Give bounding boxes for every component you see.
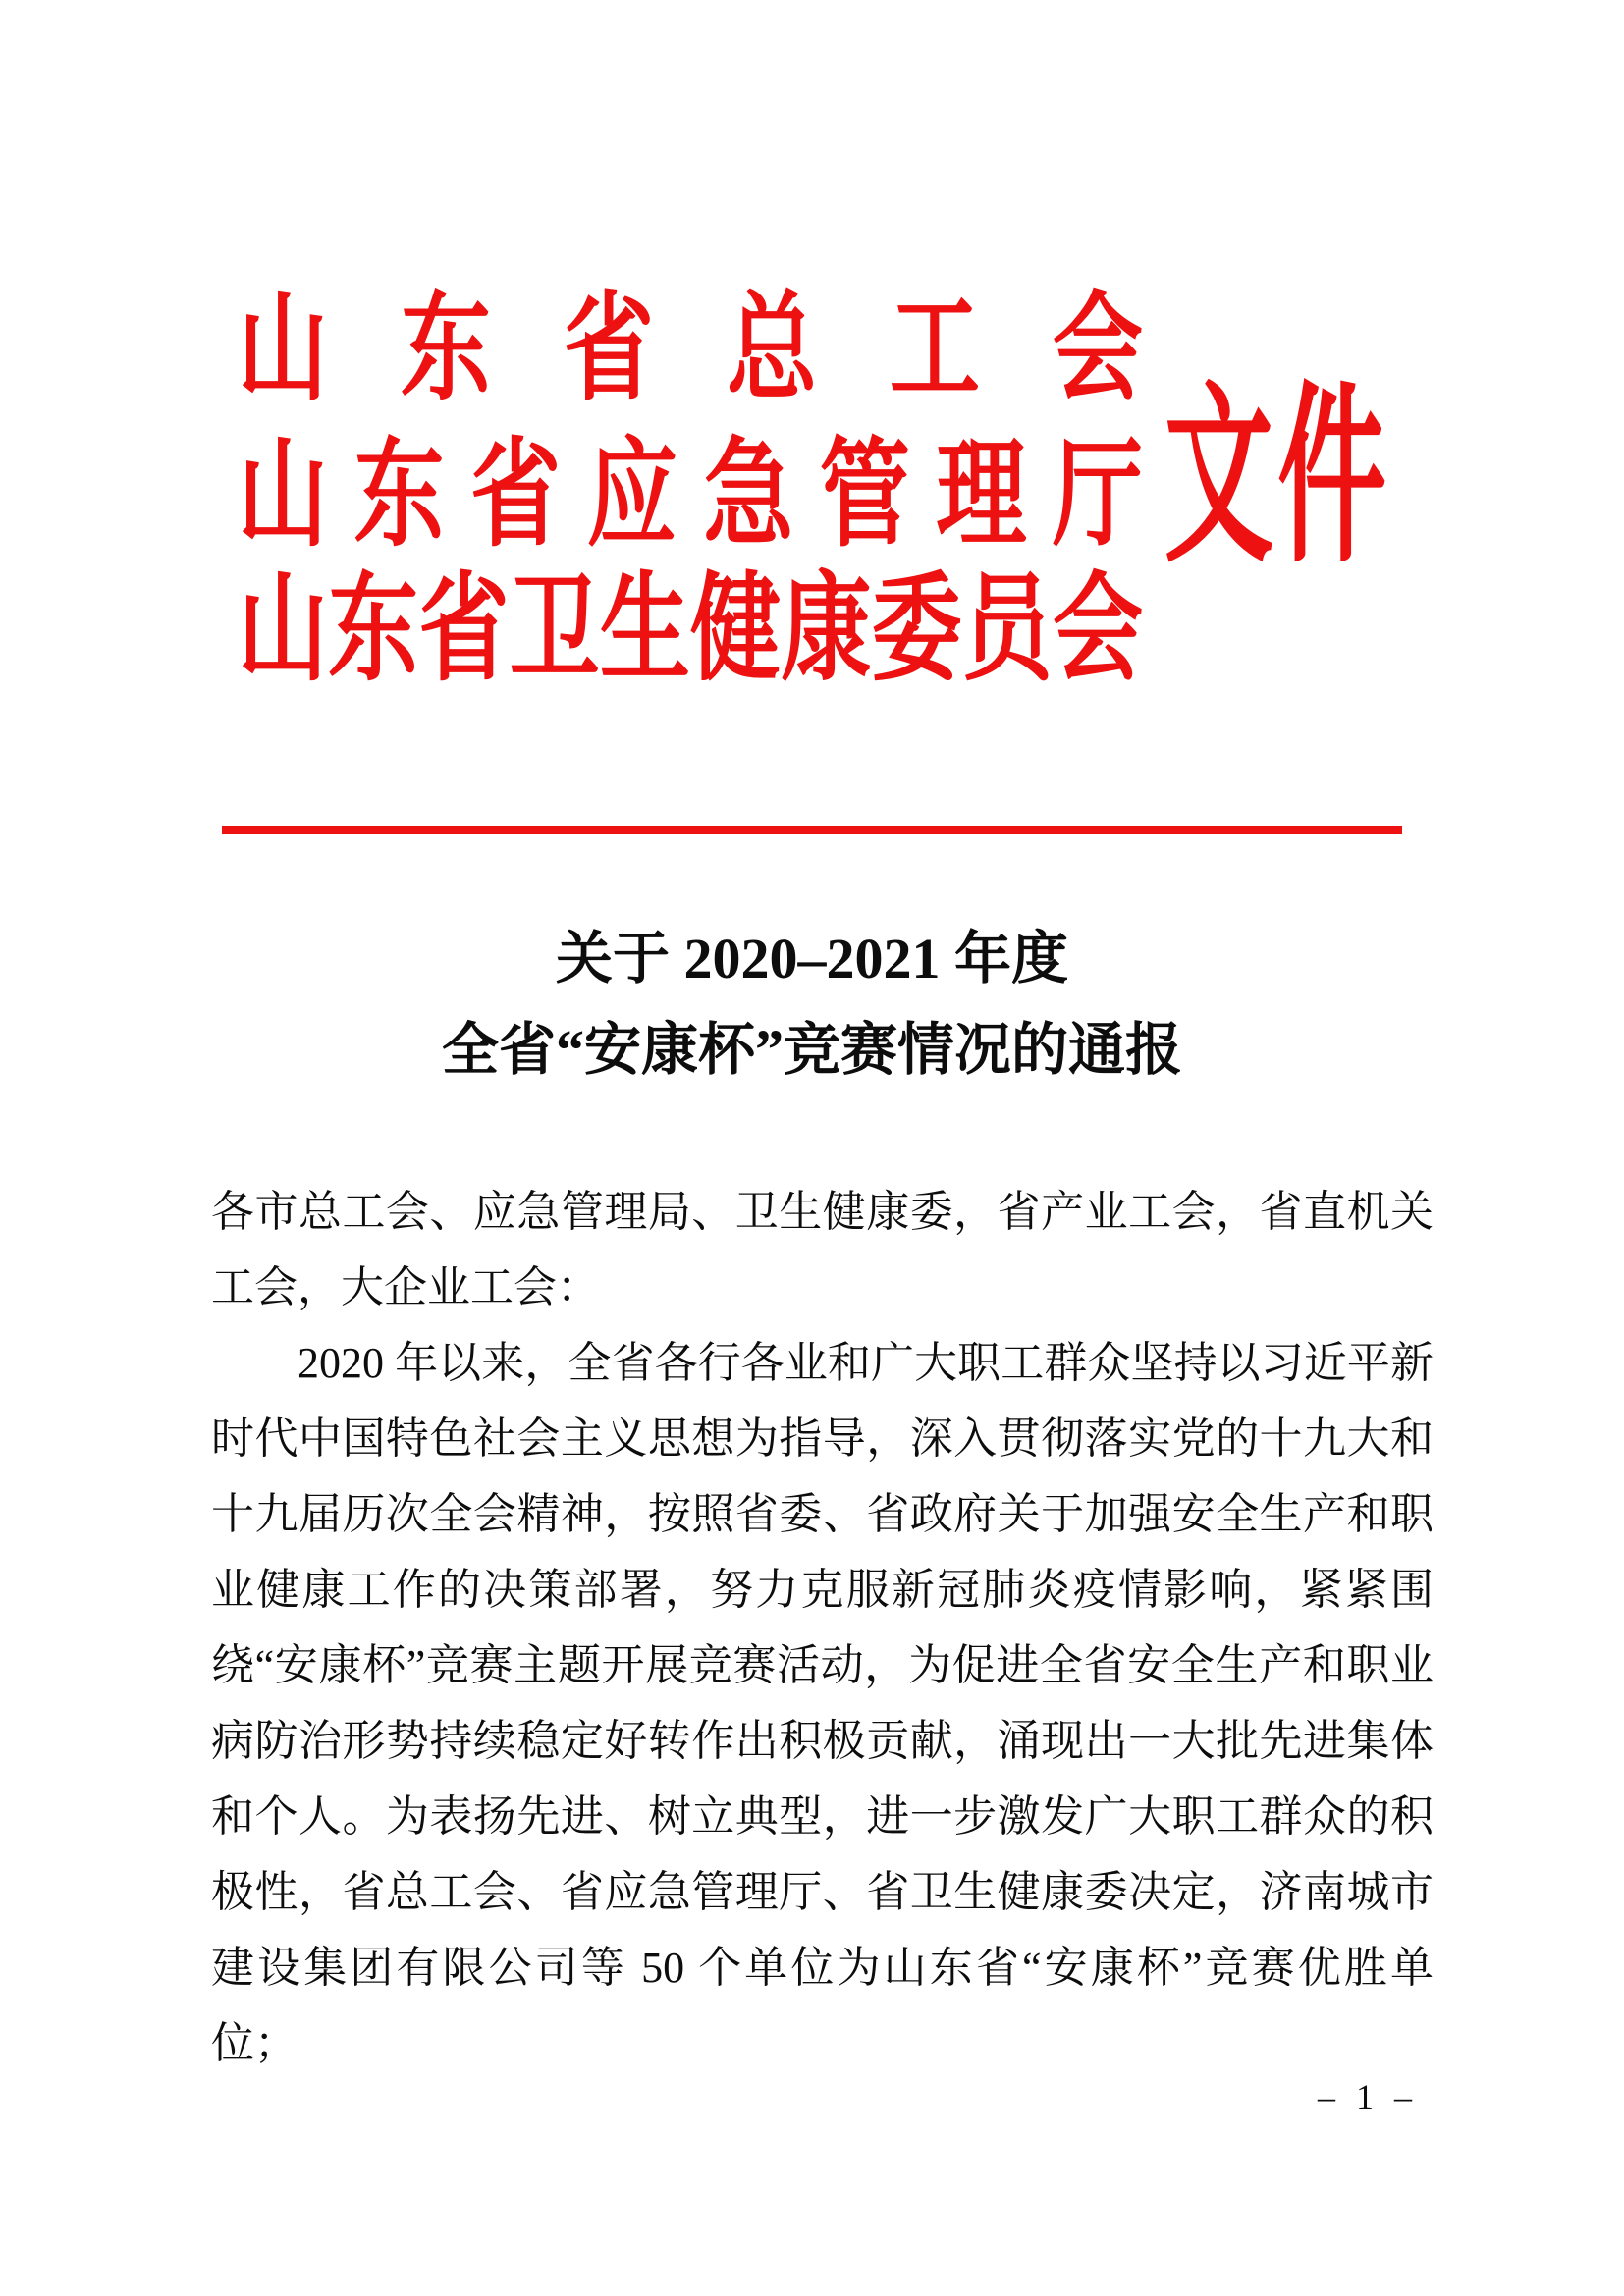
document-body	[211, 1174, 1434, 2081]
org-name-line-2: 山 东 省 应 急 管 理 厅	[238, 430, 1143, 561]
title-line-2: 全省“安康杯”竞赛情况的通报	[441, 1018, 1182, 1082]
page-number: – 1 –	[1318, 2077, 1414, 2116]
document-mark-wenjian: 文件	[1164, 372, 1391, 585]
red-divider-line	[222, 826, 1402, 834]
title-line-1: 关于 2020–2021 年度	[555, 927, 1068, 990]
body-paragraph: 2020 年以来，全省各行各业和广大职工群众坚持以习近平新时代中国特色社会主义思想为指导，深入贯彻落实党的十九大和十九届历次全会精神，按照省委、省政府关于加强安全生产和职业健康工作的决策部署，努力克服新冠肺炎疫情影响，紧紧围绕“安康杯”竞赛主题开展竞赛活动，为促进全省安全生产和职业病防治形势持续稳定好转作出积极贡献，涌现出一大批先进集体和个人。为表扬先进、树立典型，进一步激发广大职工群众的积极性，省总工会、省应急管理厅、省卫生健康委决定，济南城市建设集团有限公司等 50 个单位为山东省“安康杯”竞赛优胜单位；	[211, 1339, 1434, 2067]
org-name-line-1: 山 东 省 总 工 会	[238, 284, 1143, 414]
salutation: 各市总工会、应急管理局、卫生健康委，省产业工会，省直机关工会，大企业工会：	[211, 1188, 1434, 1311]
org-name-line-3: 山 东 省 卫 生 健 康 委 员 会	[238, 564, 1143, 695]
document-title	[0, 913, 1624, 1095]
